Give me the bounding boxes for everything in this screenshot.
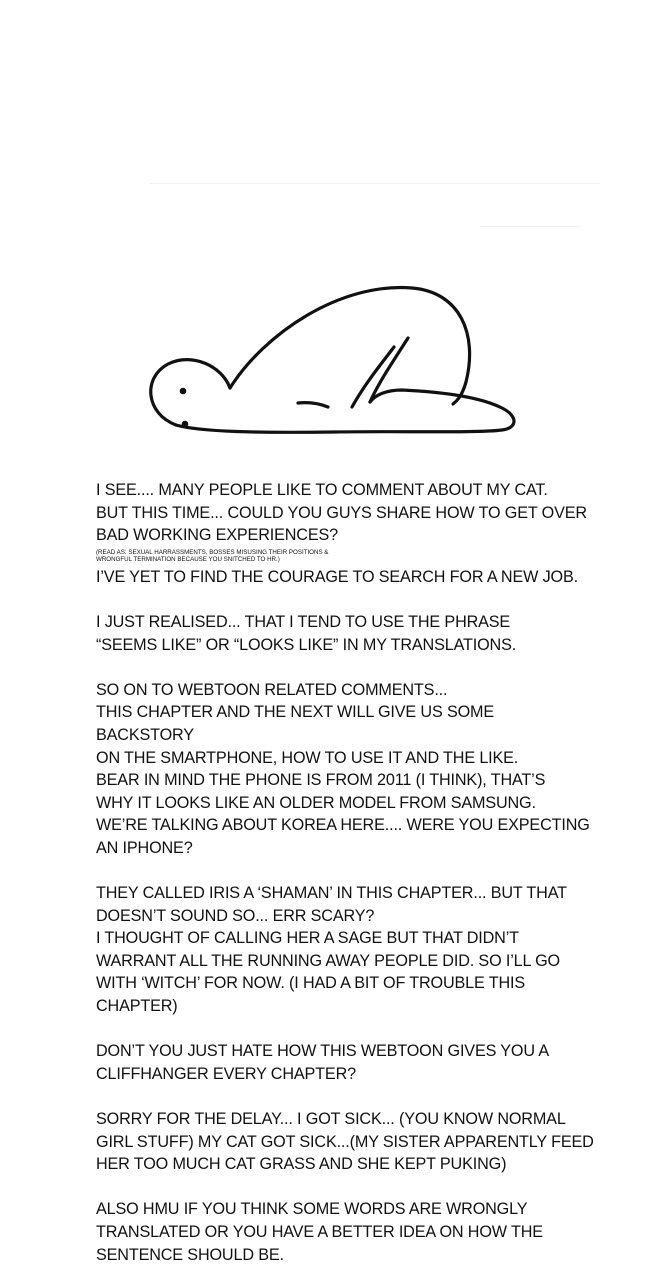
note-line: THIS CHAPTER AND THE NEXT WILL GIVE US SOME BACKSTORY xyxy=(96,703,495,744)
note-line: CLIFFHANGER EVERY CHAPTER? xyxy=(96,1064,356,1083)
scan-artifact-line xyxy=(150,183,600,184)
note-line: ON THE SMARTPHONE, HOW TO USE IT AND THE LIKE. xyxy=(96,748,519,767)
scan-artifact-line xyxy=(480,226,580,227)
note-line: ALSO HMU IF YOU THINK SOME WORDS ARE WRONGLY xyxy=(96,1200,528,1219)
note-line: I JUST REALISED... THAT I TEND TO USE THE PHRASE xyxy=(96,612,511,631)
note-line: TRANSLATED OR YOU HAVE A BETTER IDEA ON HOW THE xyxy=(96,1223,543,1241)
figure-back xyxy=(230,288,470,404)
figure-eye-upper xyxy=(180,388,187,395)
note-line: I THOUGHT OF CALLING HER A SAGE BUT THAT DIDN’T xyxy=(96,929,519,948)
note-line: WHY IT LOOKS LIKE AN OLDER MODEL FROM SAMSUNG. xyxy=(96,793,536,812)
note-line: DON’T YOU JUST HATE HOW THIS WEBTOON GIVES YOU A xyxy=(96,1042,550,1061)
note-line: CHAPTER) xyxy=(96,997,178,1016)
note-line: WARRANT ALL THE RUNNING AWAY PEOPLE DID. SO I’LL GO xyxy=(96,951,560,970)
note-line: SORRY FOR THE DELAY... I GOT SICK... (YOU KNOW NORMAL xyxy=(96,1110,566,1129)
note-line: WE’RE TALKING ABOUT KOREA HERE.... WERE YOU EXPECTING xyxy=(96,816,590,835)
note-line: SO ON TO WEBTOON RELATED COMMENTS... xyxy=(96,680,448,699)
note-line: AN IPHONE? xyxy=(96,838,193,857)
paragraph-gap xyxy=(96,656,596,679)
note-line: SENTENCE SHOULD BE. xyxy=(96,1245,284,1264)
fine-print-line: WRONGFUL TERMINATION BECAUSE YOU SNITCHED TO HR.) xyxy=(96,556,280,564)
paragraph-gap xyxy=(96,1176,596,1199)
note-line: BUT THIS TIME... COULD YOU GUYS SHARE HOW TO GET OVER xyxy=(96,503,587,522)
note-line: DOESN’T SOUND SO... ERR SCARY? xyxy=(96,906,375,925)
paragraph-gap xyxy=(96,1085,596,1108)
note-line: “SEEMS LIKE” OR “LOOKS LIKE” IN MY TRANSLATIONS. xyxy=(96,635,517,654)
note-line: BEAR IN MIND THE PHONE IS FROM 2011 (I THINK), THAT’S xyxy=(96,771,546,790)
paragraph-gap xyxy=(96,1018,596,1041)
paragraph-gap xyxy=(96,588,596,611)
bowing-figure-illustration xyxy=(140,280,520,450)
figure-head xyxy=(151,360,230,425)
note-line: I SEE.... MANY PEOPLE LIKE TO COMMENT ABOUT MY CAT. xyxy=(96,481,548,499)
note-line: GIRL STUFF) MY CAT GOT SICK...(MY SISTER APPARENTLY FEED xyxy=(96,1132,594,1151)
fine-print-line: (READ AS: SEXUAL HARRASSMENTS, BOSSES MISUSING THEIR POSITIONS & xyxy=(96,548,329,556)
note-line: BAD WORKING EXPERIENCES? xyxy=(96,526,338,545)
note-line: THEY CALLED IRIS A ‘SHAMAN’ IN THIS CHAPTER... BUT THAT xyxy=(96,884,567,903)
figure-arm xyxy=(298,403,328,407)
figure-bottom xyxy=(176,390,514,432)
note-line: WITH ‘WITCH’ FOR NOW. (I HAD A BIT OF TROUBLE THIS xyxy=(96,974,525,993)
note-line: HER TOO MUCH CAT GRASS AND SHE KEPT PUKING) xyxy=(96,1155,507,1174)
translator-note xyxy=(96,479,596,1266)
note-fine-print xyxy=(96,549,596,564)
figure-eye-lower xyxy=(182,421,189,428)
paragraph-gap xyxy=(96,860,596,883)
note-line: I’VE YET TO FIND THE COURAGE TO SEARCH FOR A NEW JOB. xyxy=(96,567,578,586)
